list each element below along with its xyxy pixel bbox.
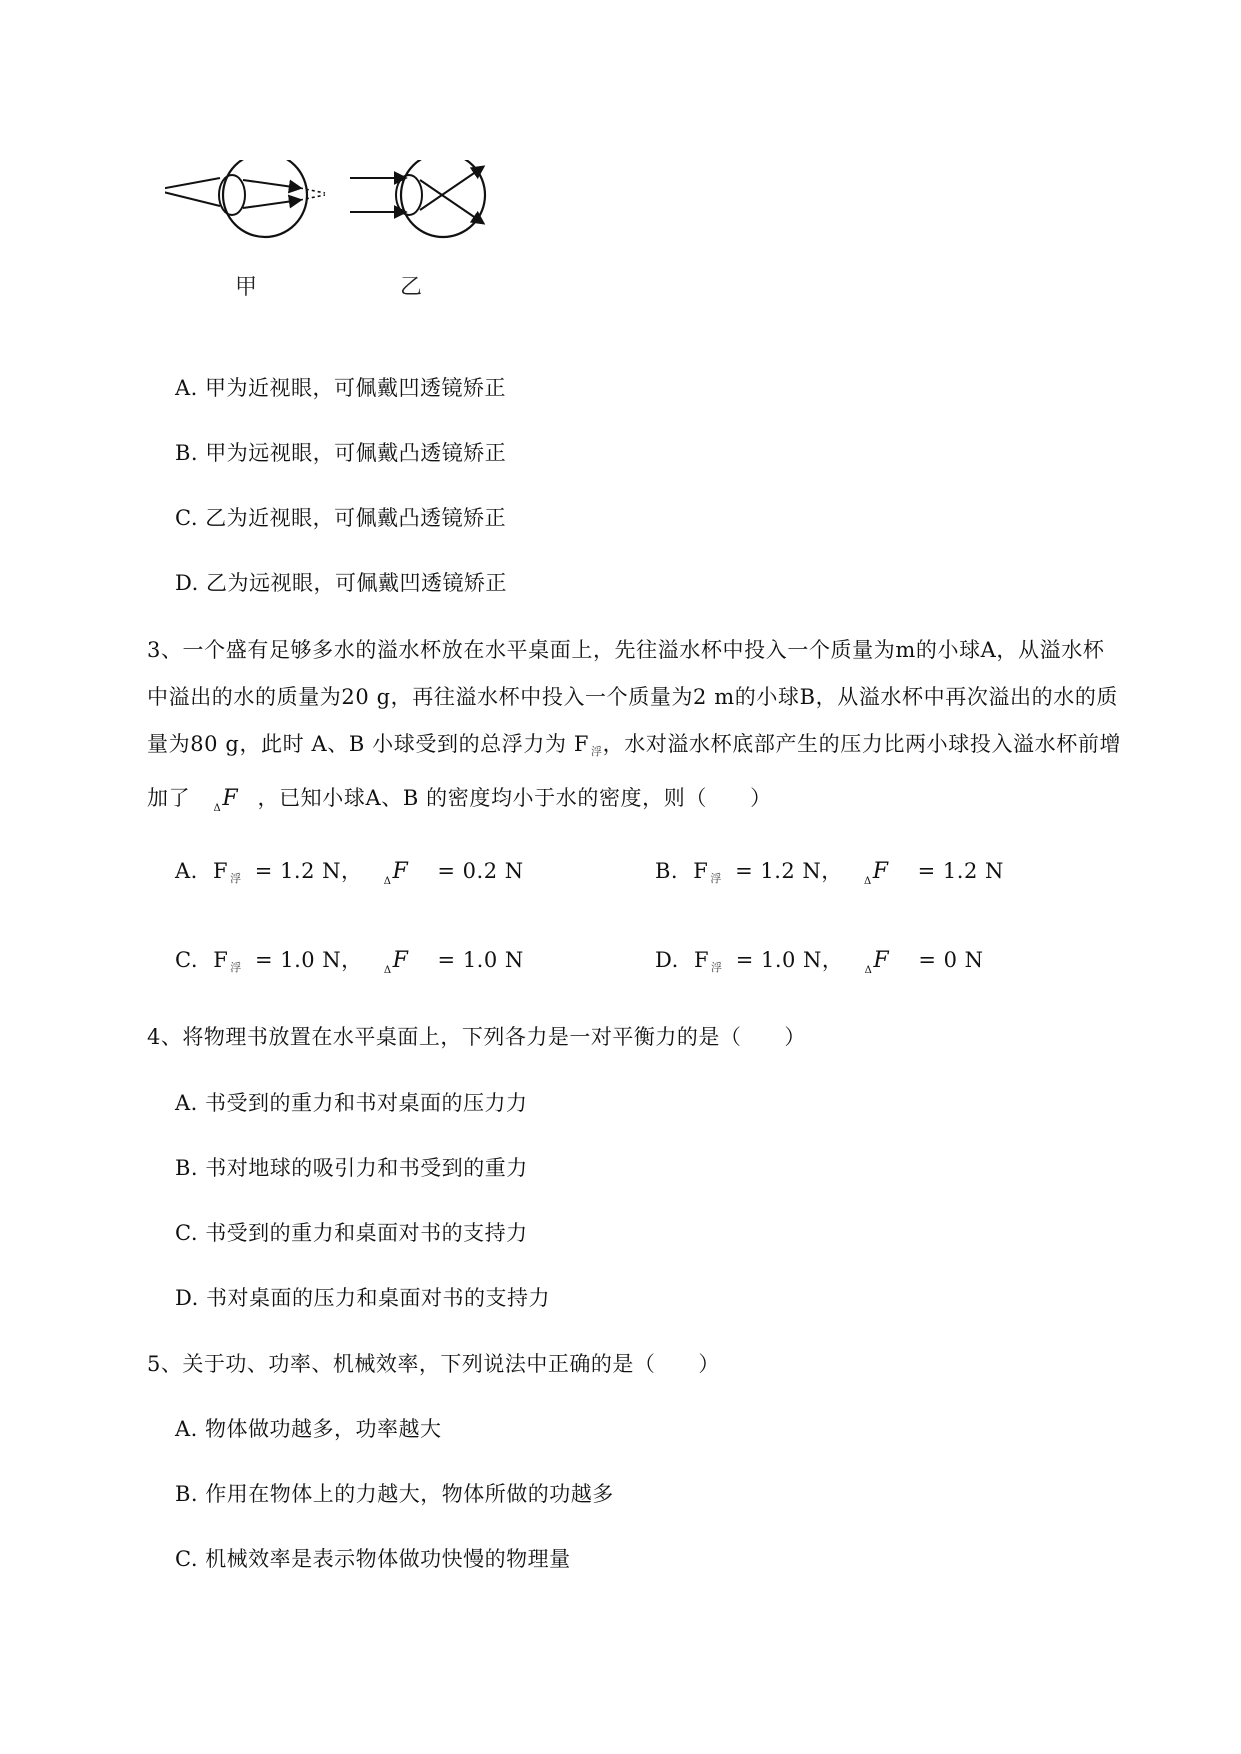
q3-stem [147,627,1147,832]
eye-diagram-svg [165,160,565,340]
option-text: 甲为近视眼，可佩戴凹透镜矫正 [205,376,507,400]
option-text: 乙为远视眼，可佩戴凹透镜矫正 [205,571,507,595]
q5-option-a[interactable]: A. 物体做功越多，功率越大 [175,1417,442,1441]
q3-stem-line-2: 中溢出的水的质量为20 g，再往溢水杯中投入一个质量为2 m的小球B，从溢水杯中再次溢出的水的质 [147,685,1119,709]
q3-option-b[interactable]: B. F $_浮$ = 1.2 N， $_\Delta$F = 1.2 N [655,859,1004,887]
option-text: 甲为远视眼，可佩戴凸透镜矫正 [205,441,507,465]
q3-stem-line-1: 3、一个盛有足够多水的溢水杯放在水平桌面上，先往溢水杯中投入一个质量为m的小球A，从溢水杯 [147,638,1105,662]
q5-option-c[interactable]: C. 机械效率是表示物体做功快慢的物理量 [175,1547,571,1571]
eye-right-diagram [350,160,485,237]
q3-option-c[interactable]: C. F $_浮$ = 1.0 N， $_\Delta$F = 1.0 N [175,948,524,976]
q4-option-d[interactable]: D. 书对桌面的压力和桌面对书的支持力 [175,1286,550,1310]
q2-option-b[interactable] [175,438,506,468]
q4-option-a[interactable]: A. 书受到的重力和书对桌面的压力力 [175,1091,528,1115]
option-key: C. [175,506,198,530]
option-key: A. [175,376,198,400]
eye-left-diagram [165,160,325,237]
q5-option-b[interactable]: B. 作用在物体上的力越大，物体所做的功越多 [175,1482,614,1506]
q4-option-b[interactable]: B. 书对地球的吸引力和书受到的重力 [175,1156,528,1180]
q3-option-d[interactable]: D. F $_浮$ = 1.0 N， $_\Delta$F = 0 N [655,948,984,976]
q3-option-a[interactable]: A. F $_浮$ = 1.2 N， $_\Delta$F = 0.2 N [175,859,524,887]
q4-option-c[interactable]: C. 书受到的重力和桌面对书的支持力 [175,1221,528,1245]
eye-diagram-figure [165,160,565,340]
q2-option-a[interactable] [175,373,506,403]
q2-option-d[interactable] [175,568,507,598]
option-text: 乙为近视眼，可佩戴凸透镜矫正 [205,506,507,530]
option-key: B. [175,441,199,465]
q5-stem: 5、关于功、功率、机械效率，下列说法中正确的是（ ） [147,1352,720,1376]
figure-label-right: 乙 [400,275,423,300]
option-key: D. [175,571,199,595]
q2-option-c[interactable] [175,503,506,533]
q3-stem-line-3: 量为80 g，此时 A、B 小球受到的总浮力为 F $_浮$，水对溢水杯底部产生的压力比两小球投入溢水杯前增 [147,732,1122,758]
q4-stem: 4、将物理书放置在水平桌面上，下列各力是一对平衡力的是（ ） [147,1025,806,1049]
figure-label-left: 甲 [235,275,258,300]
q3-stem-line-4: 加了 $_\Delta$F ，已知小球A、B 的密度均小于水的密度，则（ ） [147,786,772,814]
